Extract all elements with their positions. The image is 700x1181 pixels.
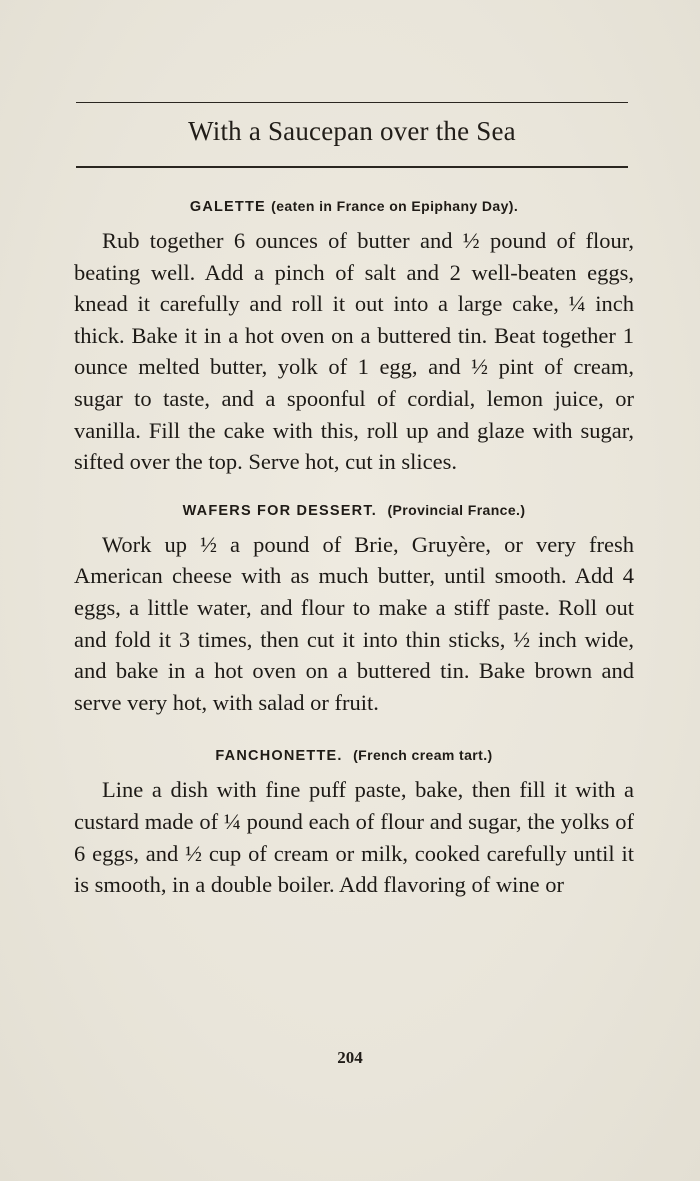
header-rule-top <box>76 102 628 103</box>
running-head: With a Saucepan over the Sea <box>188 116 516 146</box>
recipe-subtitle: (French cream tart.) <box>353 747 493 764</box>
recipe-title: WAFERS FOR DESSERT. <box>182 502 377 519</box>
recipe-subtitle: (eaten in France on Epiphany Day). <box>271 198 519 214</box>
recipe-heading-fanchonette <box>74 747 634 764</box>
recipe-body-wafers: Work up ½ a pound of Brie, Gruyère, or very fresh American cheese with as much butter, until smooth. Add 4 eggs, a little water, and flour to make a stiff paste. Roll out and fold it 3 times, then cut it into thin sticks, ½ inch wide, and bake in a hot oven on a buttered tin. Bake brown and serve very hot, with salad or fruit. <box>74 531 634 715</box>
recipe-title: FANCHONETTE. <box>215 748 343 765</box>
recipe-heading-galette <box>74 198 634 215</box>
recipe-body-fanchonette: Line a dish with fine puff paste, bake, then fill it with a custard made of ¼ pound each of flour and sugar, the yolks of 6 eggs, and ½ cup of cream or milk, cooked carefully until it is smooth, in a double boiler. Add flavoring of wine or <box>74 777 634 898</box>
page-content <box>74 196 634 901</box>
header-rule-bottom <box>76 166 628 168</box>
page-number: 204 <box>337 1048 363 1067</box>
recipe-subtitle: (Provincial France.) <box>387 501 526 518</box>
recipe-body-galette: Rub together 6 ounces of butter and ½ pound of flour, beating well. Add a pinch of salt and 2 well-beaten eggs, knead it carefully and roll it out into a large cake, ¼ inch thick. Bake it in a hot oven on a buttered tin. Beat together 1 ounce melted butter, yolk of 1 egg, and ½ pint of cream, sugar to taste, and a spoonful of cordial, lemon juice, or vanilla. Fill the cake with this, roll up and glaze with sugar, sifted over the top. Serve hot, cut in slices. <box>74 228 634 475</box>
recipe-title: GALETTE <box>189 199 266 215</box>
recipe-heading-wafers <box>74 502 634 519</box>
